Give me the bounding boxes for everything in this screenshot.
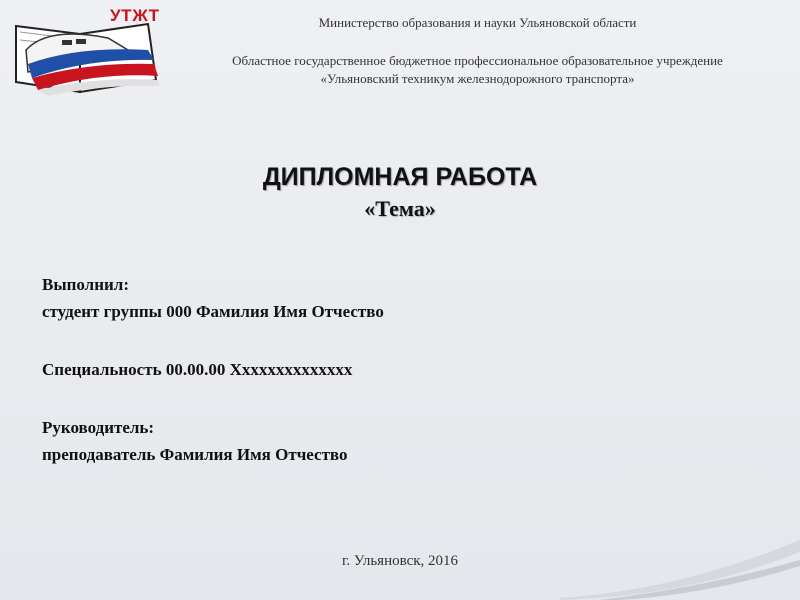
author-label: Выполнил: <box>42 275 130 294</box>
author-block <box>42 271 384 325</box>
footer-city-year: г. Ульяновск, 2016 <box>341 553 459 569</box>
institution-header-line1: Областное государственное бюджетное профессиональное образовательное учреждение <box>232 53 723 68</box>
supervisor-label: Руководитель: <box>42 418 155 437</box>
supervisor-value: преподаватель Фамилия Имя Отчество <box>42 445 348 464</box>
supervisor-block <box>42 414 348 468</box>
document-title: ДИПЛОМНАЯ РАБОТА <box>262 163 538 191</box>
specialty-text: Специальность 00.00.00 Хххххххххххххх <box>42 360 353 379</box>
institution-header-line2: «Ульяновский техникум железнодорожного транспорта» <box>320 71 635 86</box>
title-block <box>0 160 800 224</box>
footer <box>0 553 800 570</box>
ministry-header: Министерство образования и науки Ульяновской области <box>318 15 637 30</box>
specialty-block <box>42 356 352 383</box>
author-value: студент группы 000 Фамилия Имя Отчество <box>42 302 384 321</box>
document-topic: «Тема» <box>364 196 436 221</box>
logo-text: УТЖТ <box>110 6 160 25</box>
